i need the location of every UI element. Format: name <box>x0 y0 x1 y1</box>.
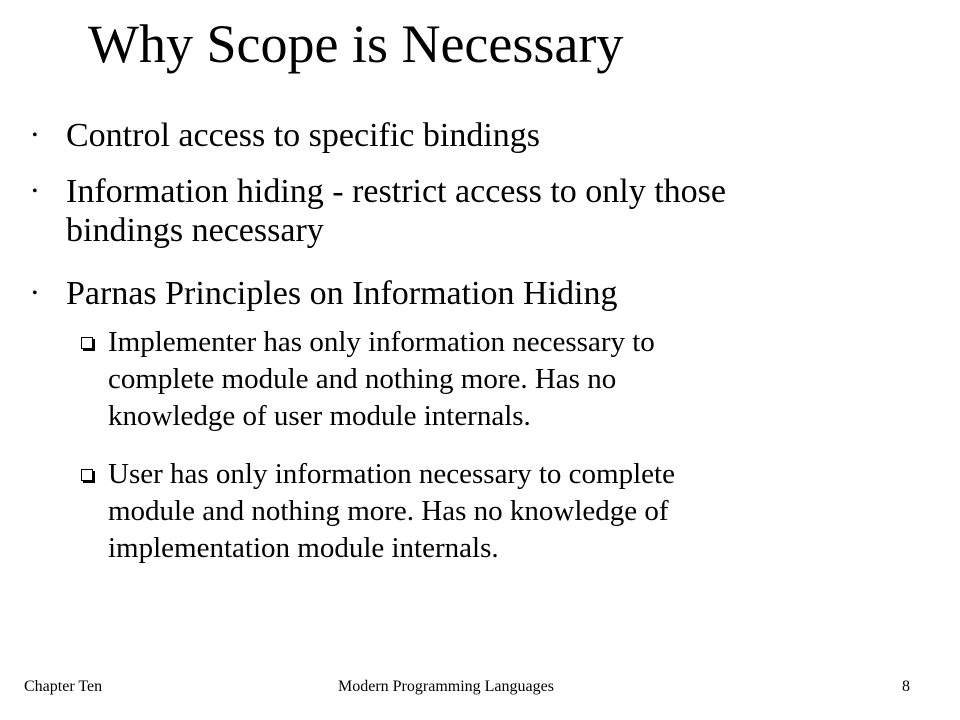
footer-chapter: Chapter Ten <box>24 678 103 695</box>
bullet-dot-icon: • <box>32 127 38 144</box>
bullet-text: Parnas Principles on Information Hiding <box>66 275 618 312</box>
slide-title: Why Scope is Necessary <box>88 14 624 74</box>
sub-bullet-text: implementation module internals. <box>108 532 499 564</box>
bullet-text: bindings necessary <box>66 212 324 249</box>
bullet-item <box>32 172 726 250</box>
sub-bullet-item <box>108 324 655 435</box>
footer-page-number: 8 <box>902 678 910 695</box>
checkbox-square-icon <box>81 469 93 481</box>
checkbox-square-icon <box>81 337 93 349</box>
bullet-item <box>32 274 618 313</box>
sub-bullet-text: complete module and nothing more. Has no <box>108 363 617 395</box>
sub-bullet-text: User has only information necessary to complete <box>108 458 675 490</box>
bullet-dot-icon: • <box>32 183 38 200</box>
sub-bullet-text: Implementer has only information necessary to <box>108 326 655 358</box>
sub-bullet-text: knowledge of user module internals. <box>108 400 531 432</box>
sub-bullet-item <box>108 456 675 567</box>
footer-course-title: Modern Programming Languages <box>338 678 554 695</box>
bullet-text: Control access to specific bindings <box>66 117 541 154</box>
bullet-item <box>32 116 541 155</box>
bullet-dot-icon: • <box>32 285 38 302</box>
bullet-text: Information hiding - restrict access to only those <box>66 173 726 210</box>
sub-bullet-text: module and nothing more. Has no knowledge of <box>108 495 669 527</box>
